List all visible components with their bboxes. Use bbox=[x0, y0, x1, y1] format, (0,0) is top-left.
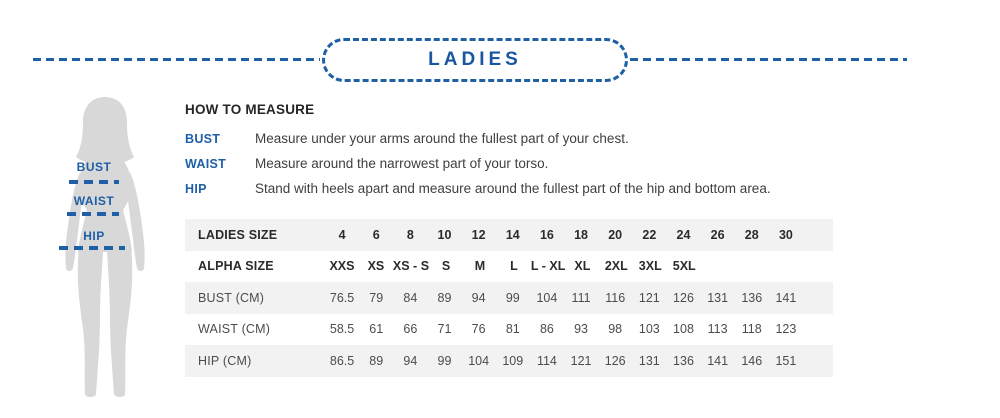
table-cell: 121 bbox=[570, 353, 592, 368]
section-title: LADIES bbox=[428, 49, 522, 70]
table-row bbox=[185, 314, 833, 346]
table-cell: 98 bbox=[608, 322, 623, 337]
table-cell: M bbox=[474, 259, 486, 274]
table-cell: 94 bbox=[403, 353, 418, 368]
table-cell: 6 bbox=[372, 227, 380, 242]
table-cell: 2XL bbox=[604, 259, 628, 274]
figure-bust-line bbox=[69, 180, 119, 184]
table-cell: 81 bbox=[505, 322, 520, 337]
table-cell: 76 bbox=[471, 322, 486, 337]
measure-instruction-row bbox=[185, 176, 885, 201]
table-cell: S bbox=[441, 259, 451, 274]
table-cell: 136 bbox=[673, 353, 694, 368]
figure-waist-label: WAIST bbox=[73, 194, 115, 208]
table-cell: 131 bbox=[707, 290, 729, 305]
table-cell: 71 bbox=[437, 322, 452, 337]
table-cell: 76.5 bbox=[329, 290, 355, 305]
table-cell: 116 bbox=[605, 290, 626, 305]
table-row-label: LADIES SIZE bbox=[198, 227, 278, 242]
table-cell: 84 bbox=[403, 290, 418, 305]
table-cell: 109 bbox=[502, 353, 524, 368]
table-cell: 86 bbox=[539, 322, 554, 337]
table-cell: 10 bbox=[437, 227, 452, 242]
table-cell: 26 bbox=[710, 227, 725, 242]
table-cell: 79 bbox=[369, 290, 384, 305]
table-cell: 86.5 bbox=[329, 353, 355, 368]
table-row bbox=[185, 282, 833, 314]
table-cell: 93 bbox=[574, 322, 588, 337]
table-cell: 141 bbox=[775, 290, 797, 305]
table-cell: 111 bbox=[571, 290, 591, 305]
figure-waist-line bbox=[67, 212, 119, 216]
measure-term: BUST bbox=[185, 131, 221, 146]
table-cell: 58.5 bbox=[329, 322, 355, 337]
female-silhouette bbox=[43, 94, 178, 406]
table-cell: 123 bbox=[775, 322, 797, 337]
table-row bbox=[185, 219, 833, 251]
table-cell: 89 bbox=[437, 290, 452, 305]
table-cell: 89 bbox=[369, 353, 384, 368]
table-cell: 20 bbox=[608, 227, 623, 242]
table-cell: 104 bbox=[536, 290, 558, 305]
table-cell: L - XL bbox=[530, 259, 566, 274]
table-cell: XL bbox=[574, 259, 591, 274]
table-cell: 113 bbox=[707, 322, 728, 337]
size-chart-table bbox=[185, 219, 833, 377]
measure-instruction-row bbox=[185, 126, 885, 151]
table-cell: 12 bbox=[471, 227, 486, 242]
table-cell: XS bbox=[367, 259, 385, 274]
table-row-label: BUST (CM) bbox=[198, 290, 265, 305]
table-cell: 99 bbox=[505, 290, 520, 305]
table-cell: L bbox=[510, 259, 518, 274]
table-cell: 114 bbox=[536, 353, 557, 368]
table-cell: 24 bbox=[676, 227, 691, 242]
table-cell: 99 bbox=[437, 353, 452, 368]
table-cell: 3XL bbox=[638, 259, 662, 274]
table-cell: 14 bbox=[505, 227, 520, 242]
table-cell: 136 bbox=[741, 290, 763, 305]
table-cell: 28 bbox=[744, 227, 759, 242]
how-to-measure-rows bbox=[185, 126, 885, 201]
table-cell: 103 bbox=[638, 322, 660, 337]
table-cell: 151 bbox=[775, 353, 797, 368]
table-cell: 18 bbox=[574, 227, 588, 242]
table-cell: 66 bbox=[403, 322, 418, 337]
measure-instruction-row bbox=[185, 151, 885, 176]
table-cell: 126 bbox=[604, 353, 626, 368]
figure-bust-label: BUST bbox=[76, 160, 112, 174]
table-cell: 121 bbox=[638, 290, 660, 305]
table-cell: 118 bbox=[741, 322, 762, 337]
measure-description: Measure around the narrowest part of your torso. bbox=[255, 156, 549, 171]
table-cell: 22 bbox=[642, 227, 657, 242]
measure-term: HIP bbox=[185, 181, 207, 196]
table-cell: 126 bbox=[673, 290, 694, 305]
table-cell: 16 bbox=[539, 227, 554, 242]
table-cell: 30 bbox=[778, 227, 793, 242]
table-cell: 5XL bbox=[672, 259, 696, 274]
measure-description: Measure under your arms around the fullest part of your chest. bbox=[255, 131, 629, 146]
table-cell: 61 bbox=[369, 322, 384, 337]
table-cell: 131 bbox=[638, 353, 660, 368]
how-to-measure-title: HOW TO MEASURE bbox=[185, 102, 315, 117]
table-row-label: WAIST (CM) bbox=[198, 322, 271, 337]
table-cell: 104 bbox=[468, 353, 490, 368]
table-cell: XS - S bbox=[392, 259, 430, 274]
dashed-divider-left bbox=[33, 58, 320, 61]
table-row-label: HIP (CM) bbox=[198, 353, 252, 368]
table-cell: 141 bbox=[707, 353, 729, 368]
figure-hip-label: HIP bbox=[83, 229, 105, 243]
measure-description: Stand with heels apart and measure around the fullest part of the hip and bottom area. bbox=[255, 181, 771, 196]
measure-term: WAIST bbox=[185, 156, 227, 171]
table-row bbox=[185, 345, 833, 377]
table-row bbox=[185, 251, 833, 283]
table-cell: 146 bbox=[741, 353, 763, 368]
figure-hip-line bbox=[59, 246, 125, 250]
table-row-label: ALPHA SIZE bbox=[198, 259, 274, 274]
table-cell: 4 bbox=[338, 227, 346, 242]
table-cell: 94 bbox=[471, 290, 486, 305]
table-cell: 108 bbox=[673, 322, 694, 337]
dashed-divider-right bbox=[630, 58, 907, 61]
table-cell: XXS bbox=[329, 259, 355, 274]
ladies-section-badge bbox=[322, 38, 628, 82]
how-to-measure-section bbox=[185, 102, 885, 201]
table-cell: 8 bbox=[406, 227, 414, 242]
